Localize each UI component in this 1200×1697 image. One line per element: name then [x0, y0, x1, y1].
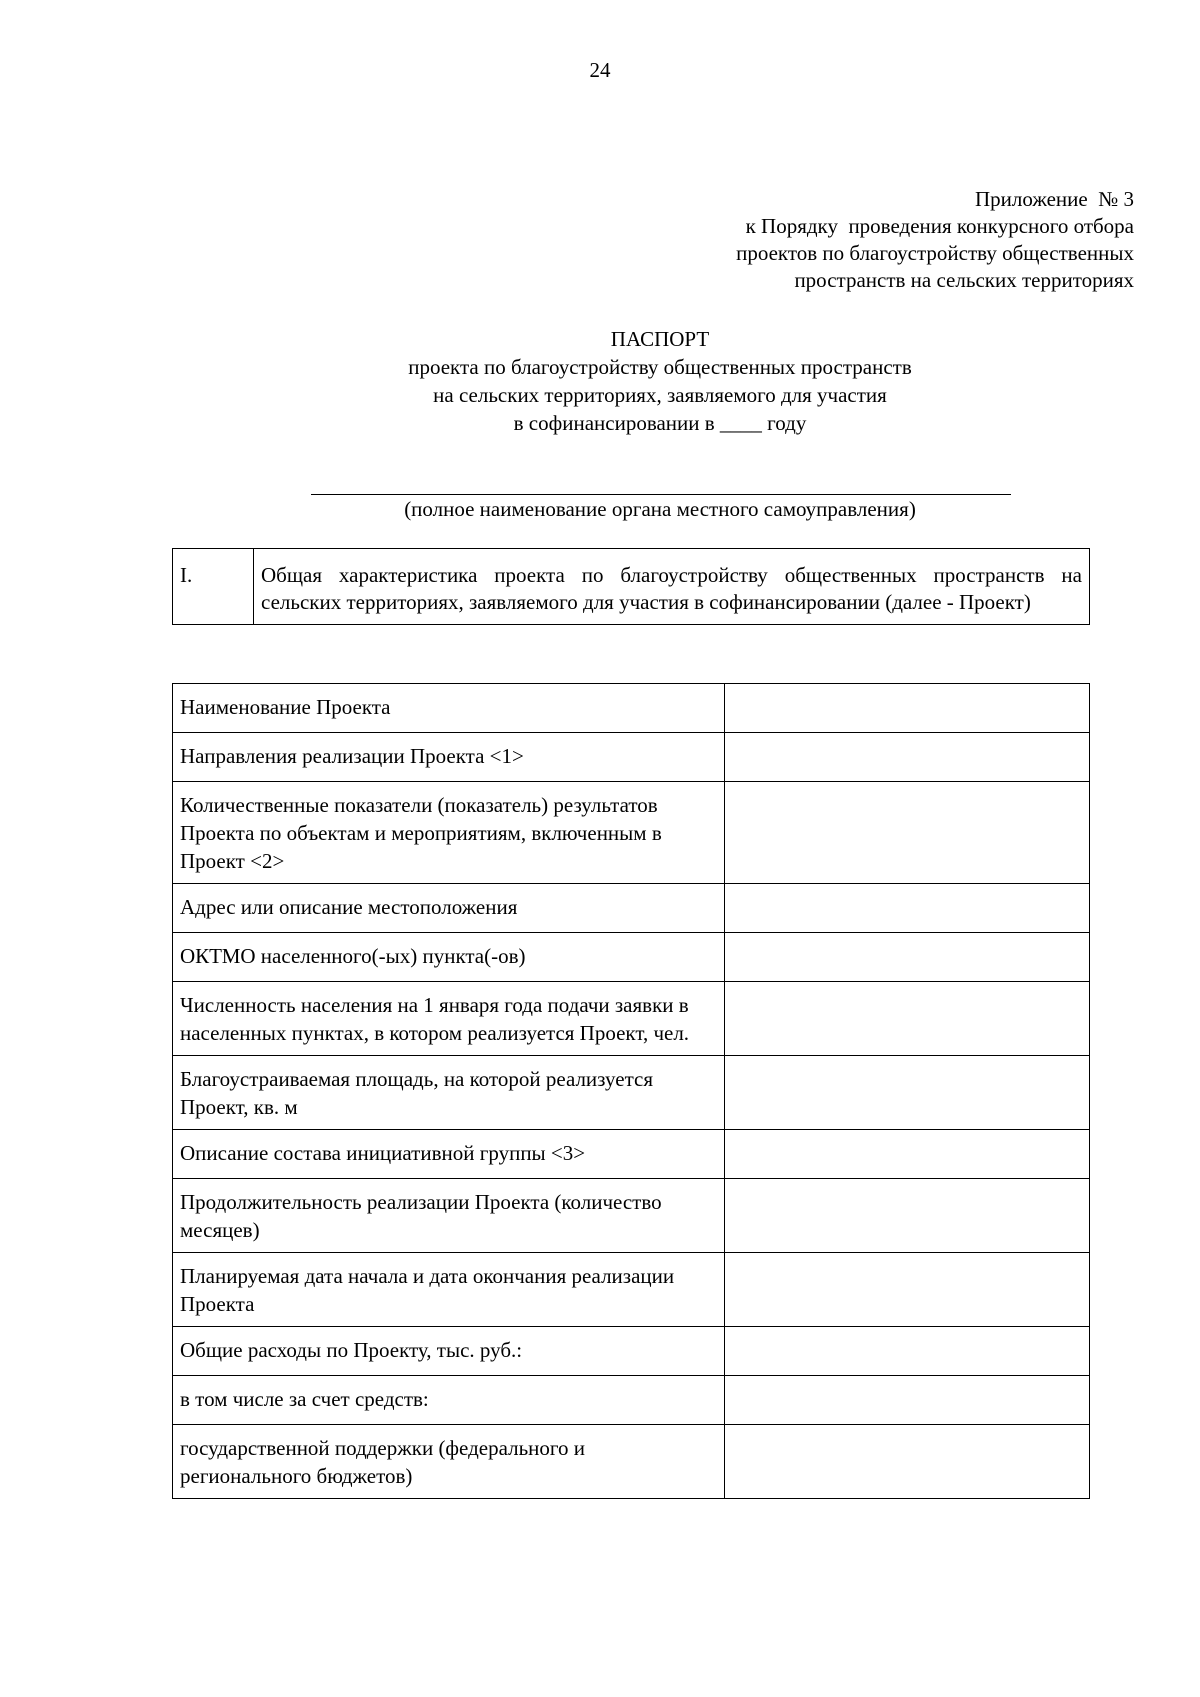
project-fields-table	[172, 683, 1090, 1499]
field-value-cell[interactable]	[724, 1056, 1089, 1130]
field-value-cell[interactable]	[724, 933, 1089, 982]
table-row	[173, 782, 1090, 884]
appendix-reference	[736, 186, 1134, 294]
appendix-line: пространств на сельских территориях	[794, 268, 1134, 292]
document-subtitle-line: в софинансировании в ____ году	[513, 411, 807, 435]
field-value-cell[interactable]	[724, 782, 1089, 884]
table-row	[173, 1327, 1090, 1376]
table-row	[173, 982, 1090, 1056]
section-title: Общая характеристика проекта по благоустройству общественных пространств на сельских территориях, заявляемого для участия в софинансировании (далее - Проект)	[254, 549, 1090, 625]
field-value-cell[interactable]	[724, 1327, 1089, 1376]
table-row	[173, 1425, 1090, 1499]
table-row	[173, 733, 1090, 782]
table-row	[173, 684, 1090, 733]
table-row	[173, 1056, 1090, 1130]
table-row	[173, 1130, 1090, 1179]
table-row	[173, 884, 1090, 933]
field-label: Направления реализации Проекта <1>	[173, 733, 725, 782]
document-title: ПАСПОРТ	[610, 327, 710, 351]
section-number: I.	[173, 549, 254, 625]
field-value-cell[interactable]	[724, 982, 1089, 1056]
passport-title-block	[0, 325, 1200, 437]
field-value-cell[interactable]	[724, 1130, 1089, 1179]
field-value-cell[interactable]	[724, 684, 1089, 733]
section-header-row	[173, 549, 1090, 625]
org-name-fill-line	[311, 494, 1011, 495]
table-row	[173, 1376, 1090, 1425]
table-row	[173, 933, 1090, 982]
field-label: Описание состава инициативной группы <3>	[173, 1130, 725, 1179]
field-value-cell[interactable]	[724, 1376, 1089, 1425]
field-label: Наименование Проекта	[173, 684, 725, 733]
page-number: 24	[589, 58, 611, 82]
org-name-caption: (полное наименование органа местного самоуправления)	[404, 497, 916, 521]
field-label: Продолжительность реализации Проекта (количество месяцев)	[173, 1179, 725, 1253]
field-label: Количественные показатели (показатель) результатов Проекта по объектам и мероприятиям, включенным в Проект <2>	[173, 782, 725, 884]
document-subtitle-line: проекта по благоустройству общественных пространств	[408, 355, 912, 379]
appendix-line: Приложение № 3	[975, 187, 1134, 211]
field-value-cell[interactable]	[724, 1253, 1089, 1327]
table-row	[173, 1253, 1090, 1327]
field-value-cell[interactable]	[724, 733, 1089, 782]
field-label: Благоустраиваемая площадь, на которой реализуется Проект, кв. м	[173, 1056, 725, 1130]
field-label: ОКТМО населенного(-ых) пункта(-ов)	[173, 933, 725, 982]
field-label: Планируемая дата начала и дата окончания реализации Проекта	[173, 1253, 725, 1327]
field-value-cell[interactable]	[724, 1425, 1089, 1499]
section-header-table	[172, 548, 1090, 625]
table-row	[173, 1179, 1090, 1253]
field-label: Адрес или описание местоположения	[173, 884, 725, 933]
appendix-line: проектов по благоустройству общественных	[736, 241, 1134, 265]
field-label: в том числе за счет средств:	[173, 1376, 725, 1425]
field-value-cell[interactable]	[724, 1179, 1089, 1253]
field-value-cell[interactable]	[724, 884, 1089, 933]
field-label: Общие расходы по Проекту, тыс. руб.:	[173, 1327, 725, 1376]
field-label: государственной поддержки (федерального и регионального бюджетов)	[173, 1425, 725, 1499]
appendix-line: к Порядку проведения конкурсного отбора	[745, 214, 1134, 238]
field-label: Численность населения на 1 января года подачи заявки в населенных пунктах, в котором реализуется Проект, чел.	[173, 982, 725, 1056]
document-subtitle-line: на сельских территориях, заявляемого для участия	[433, 383, 887, 407]
